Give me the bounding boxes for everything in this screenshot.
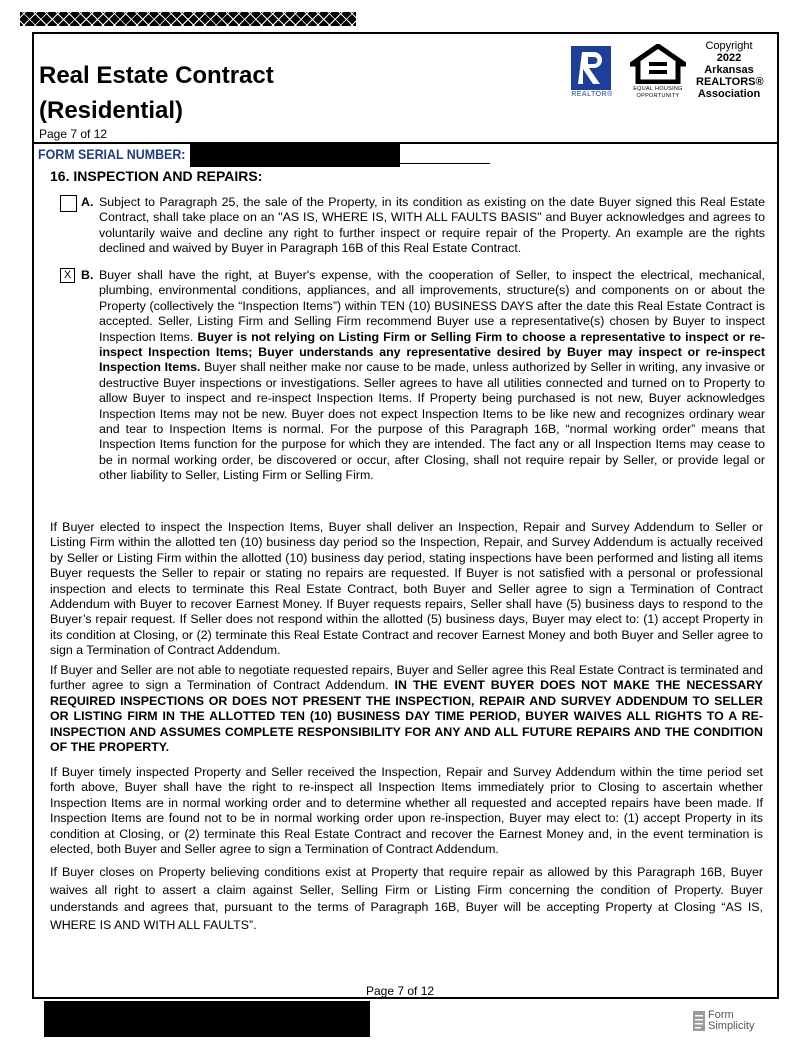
paragraph-negotiate-bold: IN THE EVENT BUYER DOES NOT MAKE THE NECESSARY REQUIRED INSPECTIONS OR DOES NOT PRESENT THE INSPECTION, REPAIR AND SURVEY ADDENDUM TO SELLER OR LISTING FIRM IN THE ALLOTTED TEN (10) BUSINESS DAY TIME PERIOD, BUYER WAIVES ALL RIGHTS TO A RE-INSPECTION AND ASSUMES COMPLETE RESPONSIBILITY FOR ANY AND ALL FUTURE REPAIRS AND THE CONDITION OF THE PROPERTY. xyxy=(50,678,763,755)
form-simplicity-icon xyxy=(693,1011,705,1031)
equal-housing-text-2: OPPORTUNITY xyxy=(636,93,680,99)
paragraph-inspection-addendum: If Buyer elected to inspect the Inspection Items, Buyer shall deliver an Inspection, Repair and Survey Addendum to Seller or Listing Firm within the allotted ten (10) business day period so the Inspection, Repair, and Survey Addendum is actually received by Seller or Listing Firm within the allotted (10) business day period, stating inspections have been performed and listing all items Buyer requests the Seller to repair or stating no repairs are requested. If Buyer is not satisfied with a personal or professional inspection and elects to terminate this Real Estate Contract, both Buyer and Seller agree to sign a Termination of Contract Addendum with Buyer to recover Earnest Money. If Buyer requests repairs, Seller shall have (5) business days to respond to the Buyer’s repair request. If Seller does not respond within the allotted (5) business days, Buyer may elect to: (1) accept Property in its condition at Closing, or (2) terminate this Real Estate Contract and recover Earnest Money and both Buyer and Seller agree to sign a Termination of Contract Addendum. xyxy=(50,520,763,658)
copyright-org-3: Association xyxy=(697,88,761,100)
realtor-logo-text: REALTOR® xyxy=(571,91,613,98)
equal-housing-icon xyxy=(630,44,686,84)
document-title-line1: Real Estate Contract xyxy=(39,62,274,89)
form-serial-underline xyxy=(400,163,490,164)
option-b-text xyxy=(99,268,765,484)
option-a-checkbox[interactable] xyxy=(60,195,77,212)
option-b-text-2: Buyer shall neither make nor cause to be made, unless authorized by Seller in writing, any invasive or destructive Buyer inspections or investigations. Seller agrees to have all utilities connected and turned on to Property to allow Buyer to inspect and re-inspect Inspection Items. If Property being purchased is not new, Buyer acknowledges Inspection Items may not be new. Buyer does not expect Inspection Items to be like new and recognizes ordinary wear and tear to Inspection Items is normal. For the purpose of this Paragraph 16B, “normal working order” means that Inspection Items function for the purpose for which they are intended. The fact any or all Inspection Items may cease to be in normal working order, be discovered or occur, after Closing, shall not require repair by Seller, or provide legal or other liability to Seller, Listing Firm or Selling Firm. xyxy=(99,360,765,483)
form-simplicity-line2: Simplicity xyxy=(708,1020,755,1032)
option-b-letter: B. xyxy=(81,268,94,282)
option-a-letter: A. xyxy=(81,195,94,209)
paragraph-reinspection: If Buyer timely inspected Property and Seller received the Inspection, Repair and Survey Addendum within the time period set forth above, Buyer shall have the right to re-inspect all Inspection Items immediately prior to Closing to ascertain whether Inspection Items are in normal working order and to determine whether all requested and accepted repairs have been made. If Inspection Items are found not to be in normal working order upon re-inspection, Buyer may elect to: (1) accept Property in its condition at Closing, or (2) terminate this Real Estate Contract and recover the Earnest Money and, in the event termination is elected, both Buyer and Seller agree to sign a Termination of Contract Addendum. xyxy=(50,765,763,857)
realtor-logo xyxy=(567,46,617,102)
option-b-checkbox[interactable]: X xyxy=(60,268,75,283)
paragraph-negotiate-repairs xyxy=(50,663,763,755)
form-simplicity-brand xyxy=(693,1010,765,1034)
form-simplicity-line1: Form xyxy=(708,1009,734,1021)
copyright-year: 2022 xyxy=(716,52,742,64)
copyright-org-1: Arkansas xyxy=(704,64,754,76)
paragraph-negotiate-normal: If Buyer and Seller are not able to negotiate requested repairs, Buyer and Seller agree this Real Estate Contract is terminated and further agree to sign a Termination of Contract Addendum. xyxy=(50,663,763,693)
redaction-bottom xyxy=(44,1001,370,1037)
form-serial-label: FORM SERIAL NUMBER: xyxy=(38,147,186,162)
equal-housing-logo xyxy=(628,44,688,102)
footer-page-label: Page 7 of 12 xyxy=(366,984,435,998)
option-a-text: Subject to Paragraph 25, the sale of the Property, in its condition as existing on the date Buyer signed this Real Estate Contract, shall take place on an "AS IS, WHERE IS, WITH ALL FAULTS BASIS" and Buyer acknowledges and agrees to voluntarily waive and decline any right to further inspect or require repair of the Property. An example are the rights declined and waived by Buyer in Paragraph 16B of this Real Estate Contract. xyxy=(99,195,765,256)
paragraph-as-is-closing: If Buyer closes on Property believing conditions exist at Property that require repair as allowed by this Paragraph 16B, Buyer waives all right to assert a claim against Seller, Selling Firm or Listing Firm concerning the condition of Property. Buyer understands and agrees that, pursuant to the terms of Paragraph 16B, Buyer will be accepting Property at Closing “AS IS, WHERE IS AND WITH ALL FAULTS”. xyxy=(50,865,763,932)
form-serial-redaction xyxy=(190,143,400,167)
header-divider xyxy=(32,142,779,144)
document-title-line2: (Residential) xyxy=(39,97,184,124)
copyright-label: Copyright xyxy=(705,40,753,52)
equal-housing-text-1: EQUAL HOUSING xyxy=(633,86,683,92)
header-page-label: Page 7 of 12 xyxy=(39,127,108,141)
option-b-text-1: Buyer shall have the right, at Buyer's expense, with the cooperation of Seller, to inspect the electrical, mechanical, plumbing, environmental conditions, appliances, and all improvements, structure(s) and components on or about the Property (collectively the “Inspection Items”) within TEN (10) BUSINESS DAYS after the date this Real Estate Contract is accepted. Seller, Listing Firm and Selling Firm recommend Buyer use a representative(s) chosen by Buyer to inspect Inspection Items. xyxy=(99,268,765,344)
redaction-top xyxy=(20,12,356,26)
realtor-r-icon xyxy=(571,46,611,90)
copyright-org-2: REALTORS® xyxy=(696,76,764,88)
section-heading: 16. INSPECTION AND REPAIRS: xyxy=(50,168,263,184)
option-b-text-bold: Buyer is not relying on Listing Firm or Selling Firm to choose a representative to inspect or re-inspect Inspection Items; Buyer understands any representative desired by Buyer may inspect or re-inspect Inspection Items. xyxy=(99,329,765,375)
copyright-block xyxy=(696,40,762,100)
